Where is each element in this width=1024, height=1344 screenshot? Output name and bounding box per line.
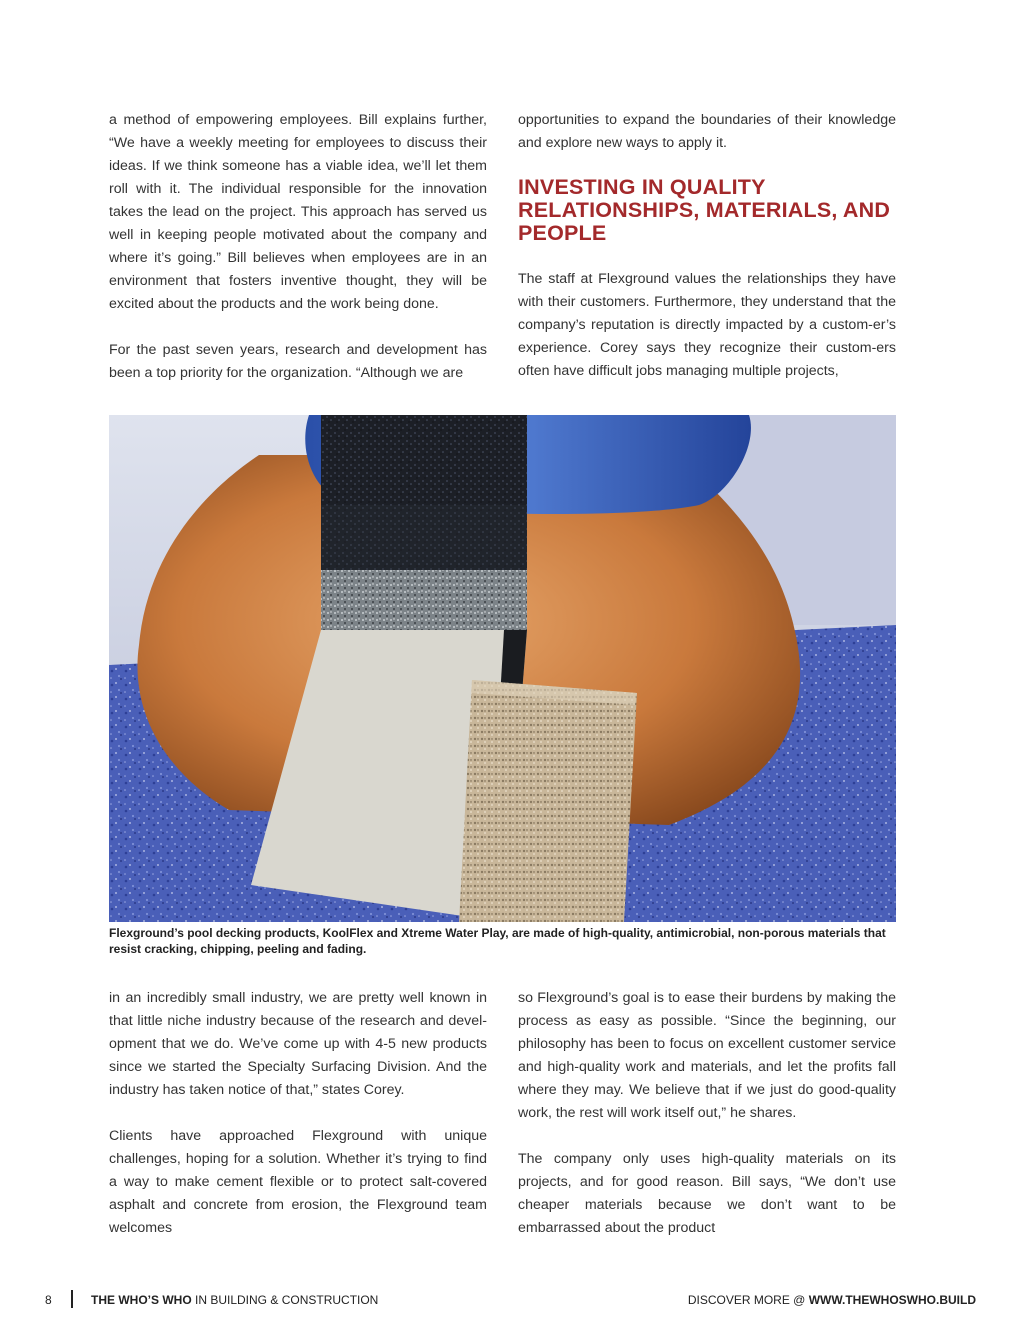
- magazine-title-rest: IN BUILDING & CONSTRUCTION: [191, 1293, 379, 1307]
- website-link[interactable]: WWW.THEWHOSWHO.BUILD: [808, 1293, 976, 1307]
- body-paragraph: in an incredibly small industry, we are pretty well known in that little niche industry because of the research and devel-opment that we do. We’ve come up with 4-5 new products since we started the Specialty Surfacing Division. And the industry has taken notice of that,” states Corey.: [109, 990, 487, 1098]
- discover-more: [688, 1293, 976, 1307]
- body-paragraph: a method of empowering employees. Bill explains further, “We have a weekly meeting for employees to discuss their ideas. If we think someone has a viable idea, we’ll let them roll with it. The individual responsible for the innovation takes the lead on the project. This approach has served us well in keeping people motivated about the company and where it’s going.” Bill believes when employees are in an environment that fosters inventive thought, they will be excited about the products and the work being done.: [109, 112, 487, 312]
- article-column-bottom-right: [518, 987, 896, 1240]
- body-paragraph: The staff at Flexground values the relationships they have with their customers. Furthermore, they understand that the company’s reputation is directly impacted by a custom-er’s experience. Corey says they recognize their custom-ers often have difficult jobs managing multiple projects,: [518, 271, 896, 379]
- photo-caption: Flexground’s pool decking products, KoolFlex and Xtreme Water Play, are made of high-quality, antimicrobial, non-porous materials that resist cracking, chipping, peeling and fading.: [109, 926, 886, 956]
- page-number: 8: [45, 1293, 52, 1307]
- article-column-bottom-left: [109, 987, 487, 1240]
- discover-prefix: DISCOVER MORE @: [687, 1293, 809, 1307]
- article-column-top-left: [109, 109, 487, 385]
- magazine-title-bold: THE WHO’S WHO: [91, 1293, 192, 1307]
- page-footer: [0, 1290, 1024, 1310]
- body-paragraph: so Flexground’s goal is to ease their burdens by making the process as easy as possible. “Since the beginning, our philosophy has been to focus on excellent customer service and high-quality work and materials, and let the profits fall where they may. We believe that if we just do good-quality work, the rest will work itself out,” he shares.: [518, 990, 896, 1121]
- product-photo: [109, 415, 896, 922]
- pool-decking-samples-image: [109, 415, 896, 922]
- article-column-top-right: [518, 109, 896, 383]
- footer-divider: [71, 1290, 73, 1308]
- section-heading: INVESTING IN QUALITY RELATIONSHIPS, MATERIALS, AND PEOPLE: [518, 175, 891, 245]
- body-paragraph: For the past seven years, research and development has been a top priority for the organization. “Although we are: [109, 342, 487, 381]
- body-paragraph: The company only uses high-quality materials on its projects, and for good reason. Bill says, “We don’t use cheaper materials because we don’t want to be embarrassed about the product: [518, 1151, 896, 1236]
- magazine-title: [91, 1293, 378, 1307]
- body-paragraph: Clients have approached Flexground with unique challenges, hoping for a solution. Whether it’s trying to find a way to make cement flexible or to protect salt-covered asphalt and concrete from erosion, the Flexground team welcomes: [109, 1128, 487, 1236]
- body-paragraph: opportunities to expand the boundaries of their knowledge and explore new ways to apply it.: [518, 112, 896, 151]
